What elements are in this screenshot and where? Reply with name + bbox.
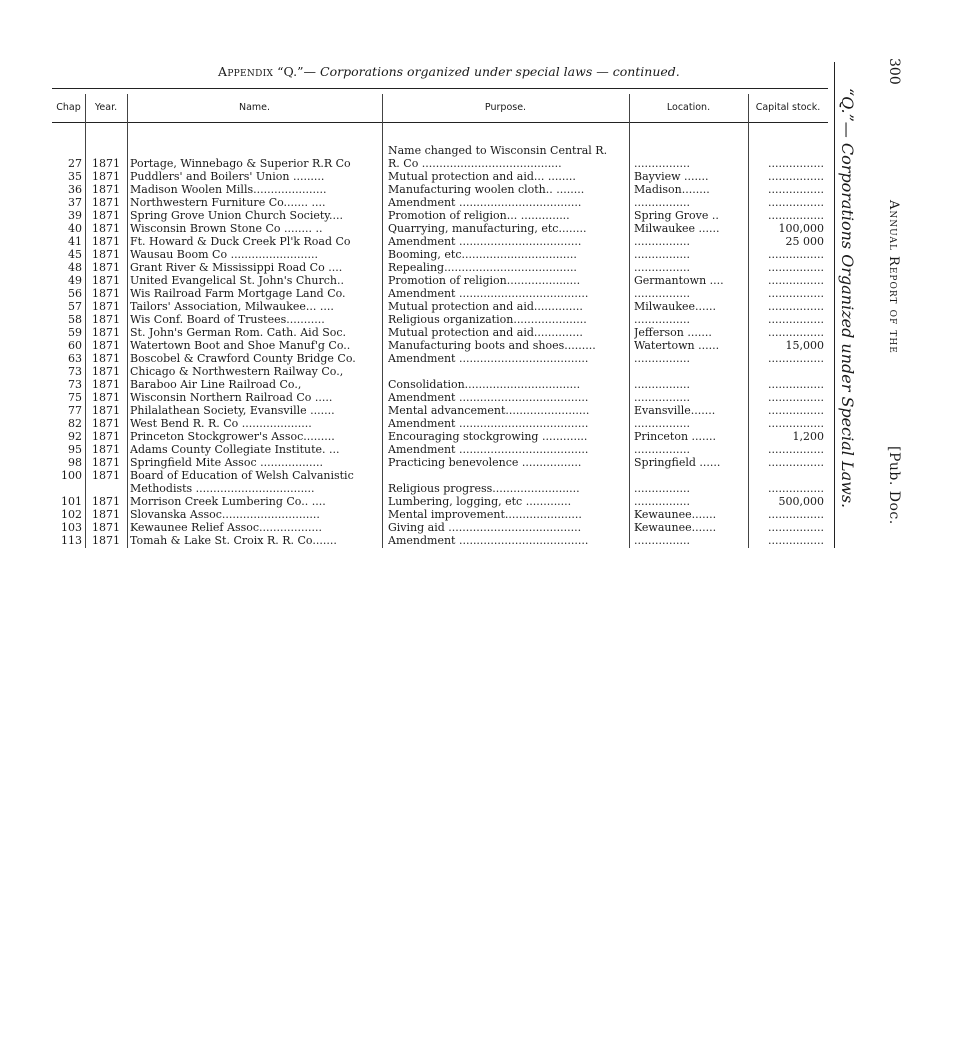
cell-capital: ................ [768,443,824,456]
cell-name: Philalathean Society, Evansville ....... [130,404,335,417]
table-row [52,287,828,300]
cell-chap: 57 [68,300,82,313]
table-row [52,313,828,326]
table-row [52,209,828,222]
header-chap: Chap [56,102,81,113]
cell-location: Germantown .... [634,274,724,287]
running-head: Annual Report of the [886,200,901,354]
cell-location: Watertown ...... [634,339,720,352]
cell-capital: ................ [768,417,824,430]
table-row [52,183,828,196]
cell-location: Milwaukee...... [634,300,717,313]
cell-year: 1871 [92,469,120,482]
cell-chap: 59 [68,326,82,339]
cell-name: Tomah & Lake St. Croix R. R. Co....... [130,534,337,547]
cell-chap: 40 [68,222,82,235]
cell-year: 1871 [92,300,120,313]
section-side-title: “Q.”— Corporations Organized under Special Laws. [838,88,857,509]
cell-capital: ................ [768,300,824,313]
cell-chap: 75 [68,391,82,404]
cell-year: 1871 [92,417,120,430]
table-row [52,443,828,456]
table-row [52,430,828,443]
cell-capital: ................ [768,183,824,196]
cell-purpose: Amendment ..................................... [388,352,589,365]
table-row [52,456,828,469]
cell-purpose: Amendment ..................................... [388,391,589,404]
cell-purpose: R. Co ........................................ [388,157,562,170]
cell-capital: ................ [768,248,824,261]
cell-name: United Evangelical St. John's Church.. [130,274,344,287]
cell-location: ................ [634,378,690,391]
cell-chap: 101 [61,495,82,508]
cell-year: 1871 [92,430,120,443]
table-row [52,235,828,248]
cell-capital: ................ [768,209,824,222]
cell-name: Boscobel & Crawford County Bridge Co. [130,352,356,365]
cell-capital: ................ [768,508,824,521]
header-capital: Capital stock. [755,102,821,113]
cell-chap: 45 [68,248,82,261]
cell-chap: 82 [68,417,82,430]
cell-name: Board of Education of Welsh Calvanistic [130,469,354,482]
cell-chap: 48 [68,261,82,274]
table-row [52,352,828,365]
cell-purpose: Encouraging stockgrowing ............. [388,430,588,443]
cell-purpose: Amendment ..................................... [388,417,589,430]
cell-year: 1871 [92,170,120,183]
cell-purpose: Name changed to Wisconsin Central R. [388,144,608,157]
header-year: Year. [94,102,118,113]
cell-capital: ................ [768,378,824,391]
cell-name: Morrison Creek Lumbering Co.. .... [130,495,326,508]
cell-chap: 103 [61,521,82,534]
cell-location: Bayview ....... [634,170,709,183]
cell-capital: ................ [768,261,824,274]
cell-location: ................ [634,443,690,456]
cell-location: Evansville....... [634,404,716,417]
cell-capital: ................ [768,287,824,300]
cell-year: 1871 [92,209,120,222]
cell-capital: ................ [768,326,824,339]
cell-name: Puddlers' and Boilers' Union ......... [130,170,325,183]
cell-capital: ................ [768,456,824,469]
cell-capital: ................ [768,521,824,534]
cell-year: 1871 [92,313,120,326]
cell-location: Princeton ....... [634,430,717,443]
cell-name: West Bend R. R. Co .................... [130,417,312,430]
cell-location: ................ [634,196,690,209]
corporations-table [52,88,828,548]
cell-capital: ................ [768,170,824,183]
table-row [52,339,828,352]
cell-purpose: Mutual protection and aid.............. [388,326,583,339]
cell-capital: 1,200 [792,430,824,443]
table-row [52,378,828,391]
cell-year: 1871 [92,235,120,248]
cell-purpose: Amendment ..................................... [388,287,589,300]
table-header-rule [52,122,828,123]
cell-capital: ................ [768,352,824,365]
cell-chap: 49 [68,274,82,287]
cell-capital: ................ [768,391,824,404]
cell-purpose: Religious organization..................... [388,313,587,326]
cell-name: Princeton Stockgrower's Assoc......... [130,430,335,443]
cell-name: Madison Woolen Mills..................... [130,183,327,196]
cell-location: ................ [634,391,690,404]
appendix-subtitle: Corporations organized under special laws — continued. [320,64,680,79]
cell-chap: 39 [68,209,82,222]
cell-chap: 73 [68,378,82,391]
table-row [52,196,828,209]
cell-capital: ................ [768,196,824,209]
cell-name: Baraboo Air Line Railroad Co., [130,378,302,391]
cell-name: Chicago & Northwestern Railway Co., [130,365,344,378]
cell-location: ................ [634,313,690,326]
cell-chap: 63 [68,352,82,365]
cell-chap: 60 [68,339,82,352]
cell-year: 1871 [92,365,120,378]
cell-name: Tailors' Association, Milwaukee... .... [130,300,334,313]
cell-location: ................ [634,287,690,300]
cell-name: Kewaunee Relief Assoc.................. [130,521,322,534]
cell-purpose: Quarrying, manufacturing, etc........ [388,222,587,235]
cell-purpose: Booming, etc................................. [388,248,577,261]
cell-chap: 35 [68,170,82,183]
cell-location: ................ [634,534,690,547]
cell-chap: 58 [68,313,82,326]
cell-location: ................ [634,495,690,508]
cell-year: 1871 [92,248,120,261]
side-rule [834,62,835,548]
cell-chap: 56 [68,287,82,300]
table-row [52,222,828,235]
table-row [52,495,828,508]
cell-year: 1871 [92,183,120,196]
cell-name: Slovanska Assoc............................ [130,508,320,521]
cell-name: Spring Grove Union Church Society.... [130,209,344,222]
cell-purpose: Amendment ................................... [388,235,582,248]
cell-chap: 77 [68,404,82,417]
cell-name: Wis Railroad Farm Mortgage Land Co. [130,287,346,300]
table-row [52,274,828,287]
cell-name: Wisconsin Northern Railroad Co ..... [130,391,333,404]
table-top-rule [52,88,828,89]
cell-purpose: Practicing benevolence ................. [388,456,582,469]
table-row [52,365,828,378]
cell-capital: 500,000 [778,495,824,508]
cell-name: Northwestern Furniture Co....... .... [130,196,326,209]
cell-purpose: Giving aid ...................................... [388,521,582,534]
cell-year: 1871 [92,534,120,547]
cell-name: Grant River & Mississippi Road Co .... [130,261,343,274]
cell-purpose: Repealing...................................... [388,261,577,274]
cell-purpose: Mental advancement........................ [388,404,590,417]
cell-chap: 37 [68,196,82,209]
cell-name: Portage, Winnebago & Superior R.R Co [130,157,351,170]
cell-location: ................ [634,261,690,274]
cell-chap: 41 [68,235,82,248]
table-row [52,261,828,274]
cell-year: 1871 [92,222,120,235]
cell-capital: ................ [768,313,824,326]
cell-location: ................ [634,482,690,495]
cell-year: 1871 [92,352,120,365]
cell-purpose: Mutual protection and aid... ........ [388,170,576,183]
table-row [52,482,828,495]
cell-chap: 113 [61,534,82,547]
cell-chap: 92 [68,430,82,443]
cell-capital: 100,000 [778,222,824,235]
table-row [52,157,828,170]
header-purpose: Purpose. [484,102,527,113]
cell-purpose: Mental improvement...................... [388,508,582,521]
cell-name: Methodists .................................. [130,482,315,495]
cell-purpose: Amendment ..................................... [388,534,589,547]
cell-year: 1871 [92,495,120,508]
cell-year: 1871 [92,521,120,534]
table-row [52,508,828,521]
cell-location: Springfield ...... [634,456,721,469]
cell-year: 1871 [92,391,120,404]
cell-chap: 36 [68,183,82,196]
cell-year: 1871 [92,404,120,417]
cell-purpose: Promotion of religion..................... [388,274,581,287]
cell-year: 1871 [92,443,120,456]
cell-capital: ................ [768,404,824,417]
cell-name: Ft. Howard & Duck Creek Pl'k Road Co [130,235,351,248]
pub-doc-label: [Pub. Doc. [886,446,902,525]
cell-location: ................ [634,157,690,170]
table-row [52,417,828,430]
table-row [52,534,828,547]
table-row [52,404,828,417]
cell-year: 1871 [92,326,120,339]
table-row [52,326,828,339]
cell-year: 1871 [92,274,120,287]
cell-chap: 98 [68,456,82,469]
cell-location: Kewaunee....... [634,521,717,534]
cell-year: 1871 [92,378,120,391]
cell-name: Watertown Boot and Shoe Manuf'g Co.. [130,339,351,352]
appendix-letter: “Q.”— [277,64,317,79]
appendix-label: Appendix [218,64,274,79]
cell-chap: 100 [61,469,82,482]
page-number: 300 [886,58,902,85]
cell-chap: 27 [68,157,82,170]
table-row [52,170,828,183]
cell-location: ................ [634,235,690,248]
cell-purpose: Religious progress......................... [388,482,580,495]
cell-year: 1871 [92,261,120,274]
cell-location: Madison........ [634,183,710,196]
cell-capital: 25 000 [785,235,824,248]
cell-purpose: Consolidation................................. [388,378,581,391]
cell-purpose: Lumbering, logging, etc ............. [388,495,572,508]
cell-year: 1871 [92,339,120,352]
cell-capital: ................ [768,274,824,287]
cell-purpose: Promotion of religion... .............. [388,209,570,222]
cell-location: Kewaunee....... [634,508,717,521]
cell-location: ................ [634,352,690,365]
cell-name: Wisconsin Brown Stone Co ........ .. [130,222,323,235]
cell-year: 1871 [92,157,120,170]
cell-purpose: Amendment ..................................... [388,443,589,456]
cell-location: ................ [634,417,690,430]
cell-capital: ................ [768,534,824,547]
cell-purpose: Manufacturing woolen cloth.. ........ [388,183,585,196]
cell-chap: 95 [68,443,82,456]
cell-chap: 73 [68,365,82,378]
cell-name: Adams County Collegiate Institute. ... [130,443,340,456]
cell-name: St. John's German Rom. Cath. Aid Soc. [130,326,347,339]
cell-chap: 102 [61,508,82,521]
page-title [218,64,678,79]
cell-year: 1871 [92,287,120,300]
cell-capital: 15,000 [785,339,824,352]
table-row [52,469,828,482]
table-row [52,300,828,313]
cell-purpose: Mutual protection and aid.............. [388,300,583,313]
cell-purpose: Amendment ................................... [388,196,582,209]
cell-year: 1871 [92,508,120,521]
cell-name: Wis Conf. Board of Trustees........... [130,313,325,326]
cell-location: Milwaukee ...... [634,222,720,235]
table-row [52,391,828,404]
cell-location: Spring Grove .. [634,209,719,222]
table-row [52,248,828,261]
cell-name: Springfield Mite Assoc .................. [130,456,324,469]
cell-location: ................ [634,248,690,261]
cell-year: 1871 [92,196,120,209]
header-name: Name. [238,102,271,113]
header-location: Location. [666,102,711,113]
cell-capital: ................ [768,157,824,170]
cell-purpose: Manufacturing boots and shoes......... [388,339,596,352]
cell-name: Wausau Boom Co ......................... [130,248,318,261]
cell-year: 1871 [92,456,120,469]
table-row [52,521,828,534]
cell-location: Jefferson ....... [634,326,712,339]
table-row [52,144,828,157]
cell-capital: ................ [768,482,824,495]
